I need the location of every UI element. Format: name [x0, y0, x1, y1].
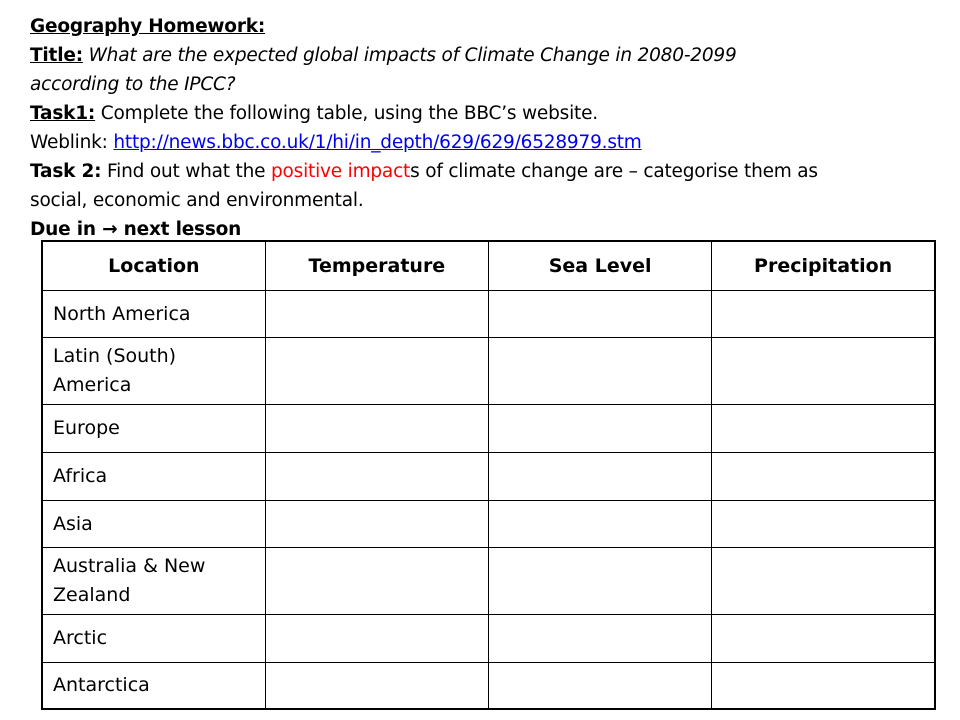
title-text-cont: according to the IPCC? — [30, 74, 236, 95]
task1-label: Task1: — [30, 103, 96, 124]
task1-text: Complete the following table, using the BBC’s website. — [95, 103, 598, 124]
sea-level-cell[interactable] — [489, 615, 712, 663]
precipitation-cell[interactable] — [712, 663, 935, 709]
sea-level-cell[interactable] — [489, 548, 712, 615]
sea-level-cell[interactable] — [489, 501, 712, 548]
table-row — [42, 405, 935, 453]
title-line-2 — [30, 70, 950, 99]
homework-heading-line — [30, 12, 950, 41]
sea-level-cell[interactable] — [489, 453, 712, 501]
task2-highlight: positive impact — [270, 161, 411, 182]
task2-label: Task 2: — [30, 161, 102, 182]
temperature-cell[interactable] — [265, 291, 488, 338]
task2-text-b: s of climate change are – categorise them as — [410, 161, 818, 182]
arrow-right-icon: → — [102, 219, 118, 240]
temperature-cell[interactable] — [265, 663, 488, 709]
location-cell: Asia — [42, 501, 265, 548]
homework-heading: Geography Homework: — [30, 16, 266, 37]
table-row — [42, 663, 935, 709]
task2-text-a: Find out what the — [101, 161, 271, 182]
precipitation-cell[interactable] — [712, 615, 935, 663]
due-label: Due in — [30, 219, 103, 240]
location-cell: Europe — [42, 405, 265, 453]
column-header-precipitation: Precipitation — [712, 241, 935, 291]
precipitation-cell[interactable] — [712, 548, 935, 615]
temperature-cell[interactable] — [265, 501, 488, 548]
location-cell: Antarctica — [42, 663, 265, 709]
precipitation-cell[interactable] — [712, 291, 935, 338]
sea-level-cell[interactable] — [489, 291, 712, 338]
due-text: next lesson — [117, 219, 242, 240]
temperature-cell[interactable] — [265, 338, 488, 405]
table-row — [42, 453, 935, 501]
precipitation-cell[interactable] — [712, 453, 935, 501]
precipitation-cell[interactable] — [712, 501, 935, 548]
precipitation-cell[interactable] — [712, 405, 935, 453]
location-cell: Arctic — [42, 615, 265, 663]
column-header-temperature: Temperature — [265, 241, 488, 291]
task1-line — [30, 99, 950, 128]
column-header-location: Location — [42, 241, 265, 291]
weblink-label: Weblink: — [30, 132, 114, 153]
impacts-table — [41, 240, 936, 710]
temperature-cell[interactable] — [265, 453, 488, 501]
column-header-sea-level: Sea Level — [489, 241, 712, 291]
location-cell: Australia & New Zealand — [42, 548, 265, 615]
weblink-url[interactable]: http://news.bbc.co.uk/1/hi/in_depth/629/629/6528979.stm — [113, 132, 642, 153]
temperature-cell[interactable] — [265, 405, 488, 453]
table-header-row — [42, 241, 935, 291]
temperature-cell[interactable] — [265, 548, 488, 615]
table-row — [42, 338, 935, 405]
homework-header — [30, 12, 950, 244]
title-text: What are the expected global impacts of Climate Change in 2080-2099 — [82, 45, 737, 66]
location-cell: North America — [42, 291, 265, 338]
weblink-line — [30, 128, 950, 157]
table-row — [42, 615, 935, 663]
title-line — [30, 41, 950, 70]
sea-level-cell[interactable] — [489, 663, 712, 709]
table-row — [42, 501, 935, 548]
precipitation-cell[interactable] — [712, 338, 935, 405]
sea-level-cell[interactable] — [489, 338, 712, 405]
location-cell: Latin (South) America — [42, 338, 265, 405]
task2-line — [30, 157, 950, 186]
temperature-cell[interactable] — [265, 615, 488, 663]
task2-line-2 — [30, 186, 950, 215]
table-row — [42, 291, 935, 338]
table-row — [42, 548, 935, 615]
title-label: Title: — [30, 45, 83, 66]
task2-text-c: social, economic and environmental. — [30, 190, 364, 211]
sea-level-cell[interactable] — [489, 405, 712, 453]
location-cell: Africa — [42, 453, 265, 501]
